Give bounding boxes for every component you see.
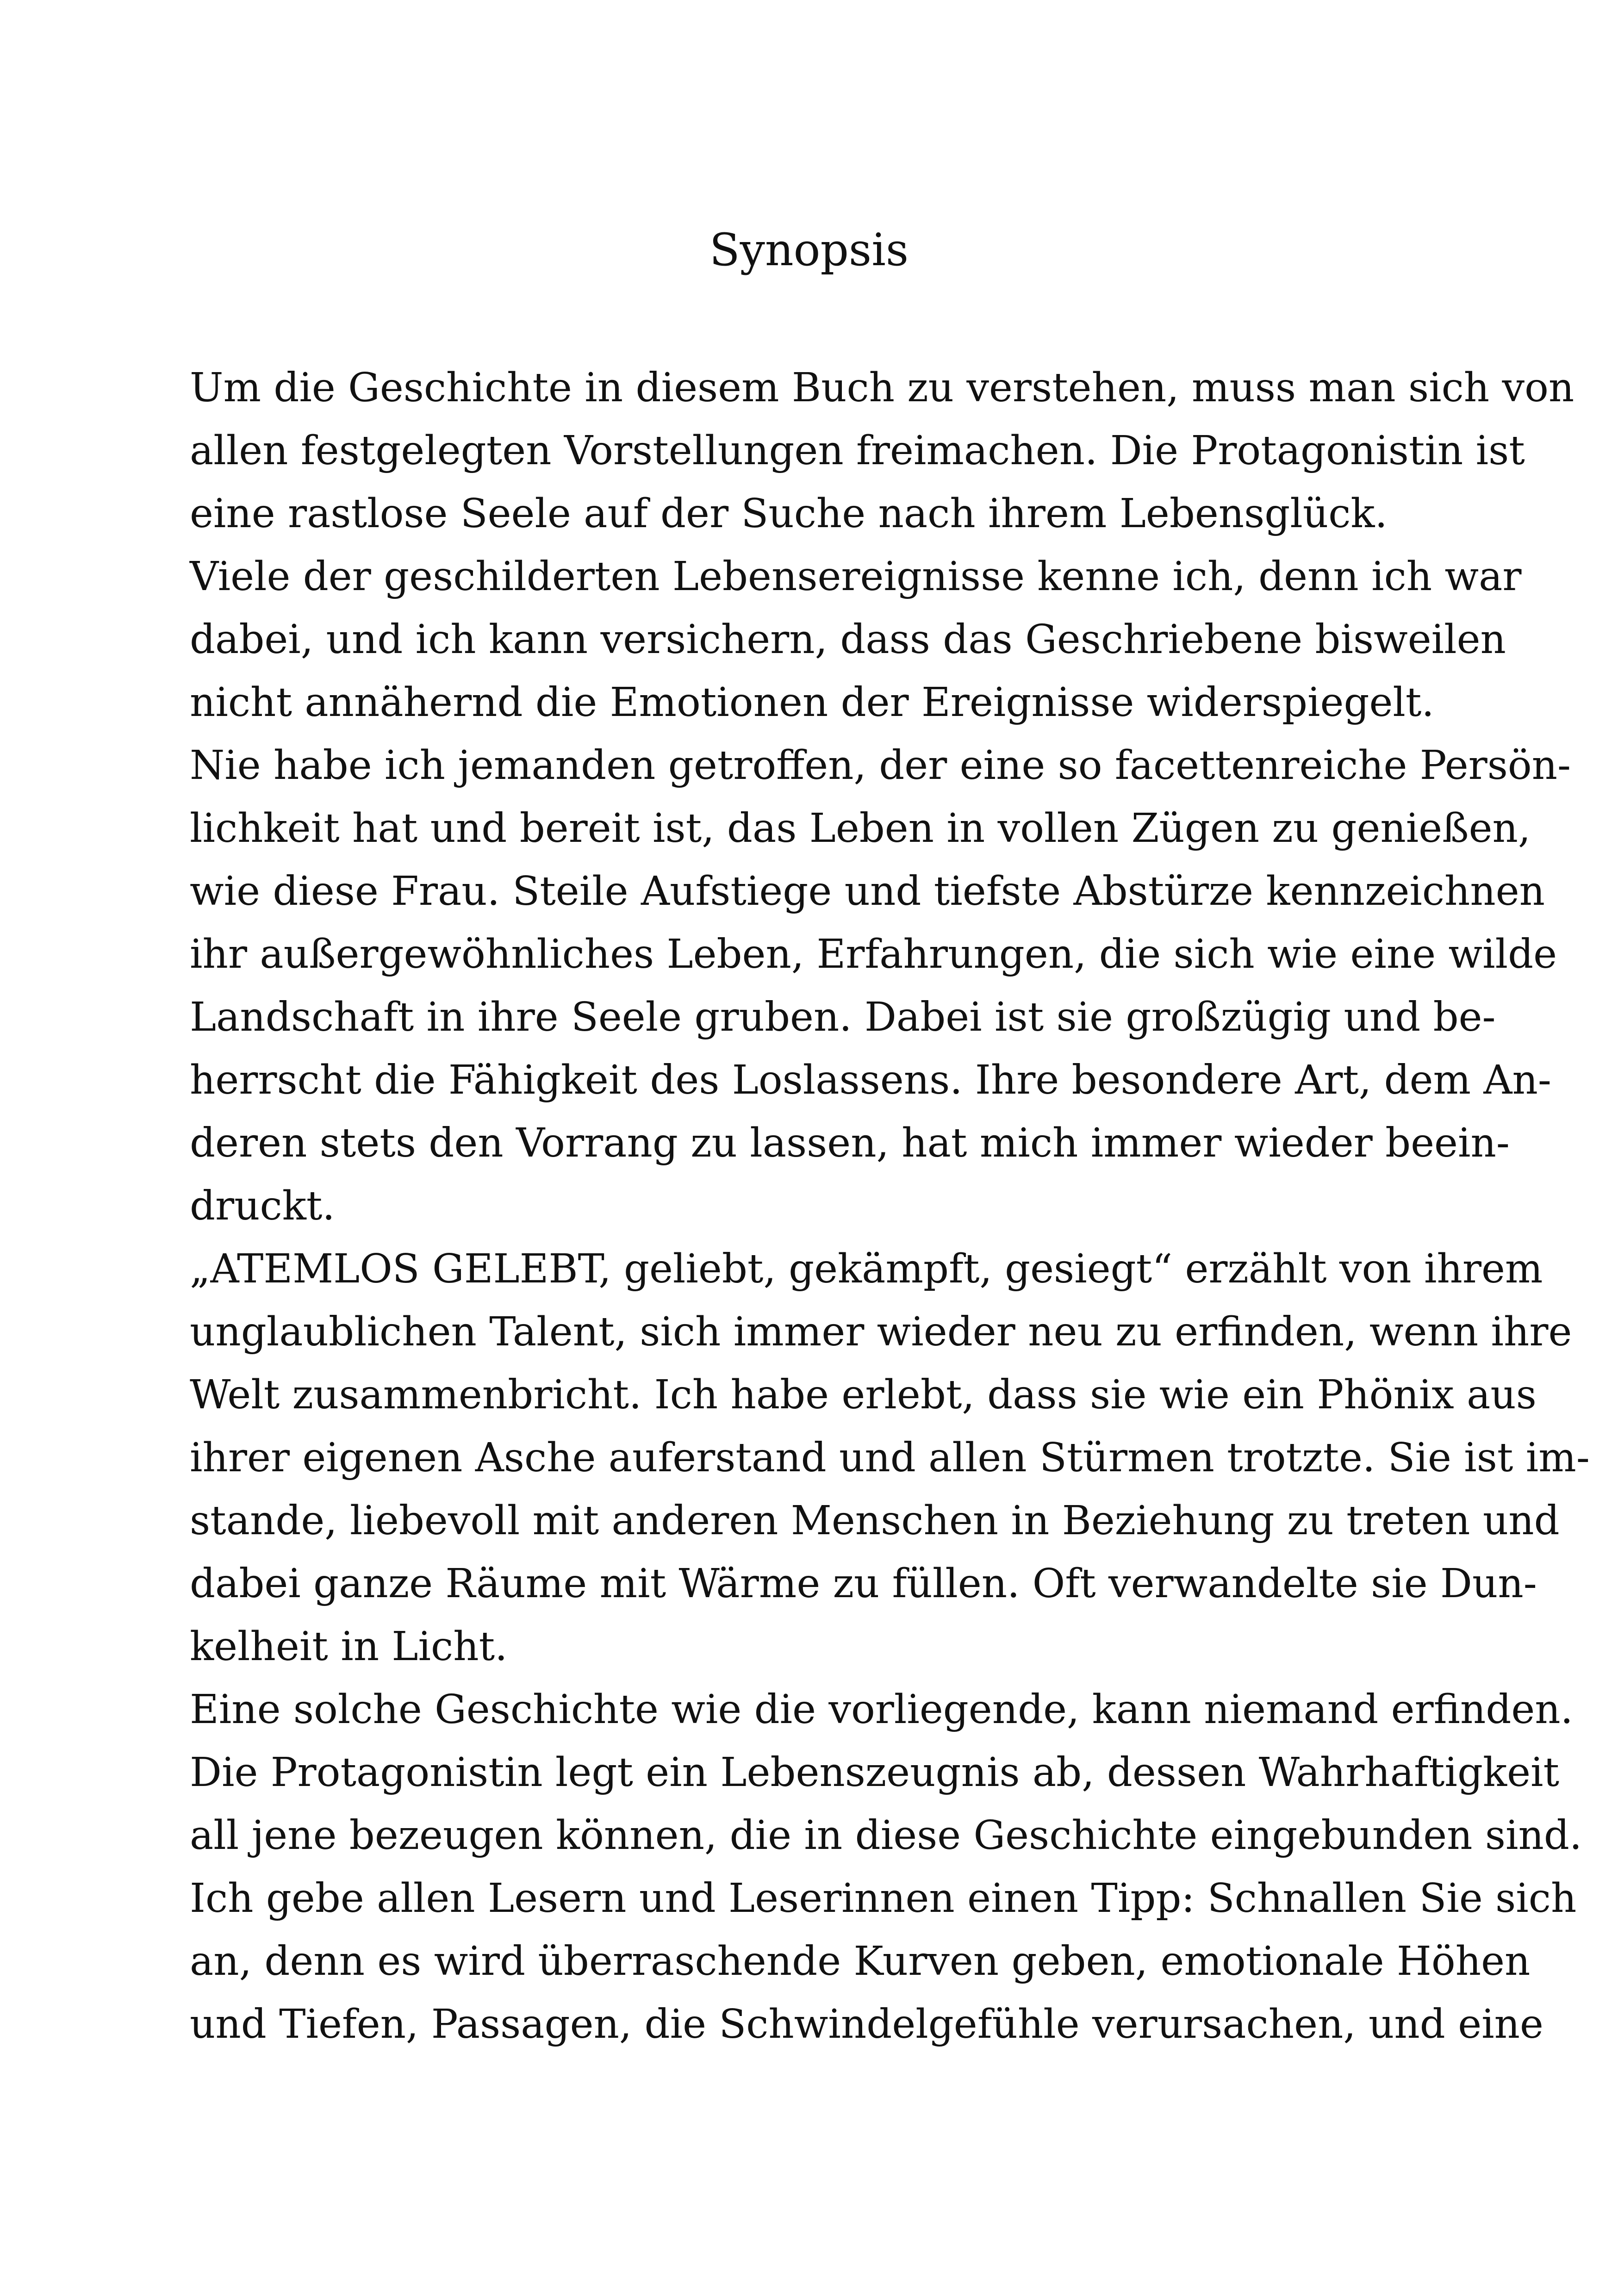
text-line: herrscht die Fähigkeit des Loslassens. Ihre besondere Art, dem An- xyxy=(190,1057,1551,1103)
text-line: nicht annähernd die Emotionen der Ereignisse widerspiegelt. xyxy=(190,679,1434,726)
text-line: „ATEMLOS GELEBT, geliebt, gekämpft, gesiegt“ erzählt von ihrem xyxy=(190,1246,1543,1292)
paragraph xyxy=(190,1238,1590,1678)
text-line: und Tiefen, Passagen, die Schwindelgefühle verursachen, und eine xyxy=(190,2001,1543,2047)
text-line: kelheit in Licht. xyxy=(190,1624,508,1670)
paragraph xyxy=(190,545,1522,734)
page-title: Synopsis xyxy=(709,224,909,276)
text-line: wie diese Frau. Steile Aufstiege und tiefste Abstürze kennzeichnen xyxy=(190,868,1545,915)
text-line: Landschaft in ihre Seele gruben. Dabei ist sie großzügig und be- xyxy=(190,994,1496,1040)
text-line: ihr außergewöhnliches Leben, Erfahrungen, die sich wie eine wilde xyxy=(190,931,1557,977)
text-line: Viele der geschilderten Lebensereignisse kenne ich, denn ich war xyxy=(190,554,1522,600)
text-line: Welt zusammenbricht. Ich habe erlebt, dass sie wie ein Phönix aus xyxy=(190,1372,1537,1418)
text-line: Die Protagonistin legt ein Lebenszeugnis ab, dessen Wahrhaftigkeit xyxy=(190,1749,1560,1796)
text-line: allen festgelegten Vorstellungen freimachen. Die Protagonistin ist xyxy=(190,428,1525,474)
text-line: Ich gebe allen Lesern und Leserinnen einen Tipp: Schnallen Sie sich xyxy=(190,1875,1577,1922)
paragraph xyxy=(190,734,1571,1238)
text-line: all jene bezeugen können, die in diese Geschichte eingebunden sind. xyxy=(190,1812,1582,1859)
paragraph xyxy=(190,356,1574,545)
text-line: Um die Geschichte in diesem Buch zu verstehen, muss man sich von xyxy=(190,365,1574,411)
text-line: eine rastlose Seele auf der Suche nach ihrem Lebensglück. xyxy=(190,491,1388,537)
paragraph xyxy=(190,1678,1582,2056)
text-line: an, denn es wird überraschende Kurven geben, emotionale Höhen xyxy=(190,1938,1531,1985)
text-line: deren stets den Vorrang zu lassen, hat mich immer wieder beein- xyxy=(190,1120,1510,1166)
text-line: ihrer eigenen Asche auferstand und allen Stürmen trotzte. Sie ist im- xyxy=(190,1435,1590,1481)
text-line: Eine solche Geschichte wie die vorliegende, kann niemand erfinden. xyxy=(190,1686,1574,1733)
text-line: lichkeit hat und bereit ist, das Leben in vollen Zügen zu genießen, xyxy=(190,805,1531,852)
synopsis-body xyxy=(190,356,1590,2056)
text-line: unglaublichen Talent, sich immer wieder neu zu erfinden, wenn ihre xyxy=(190,1309,1572,1355)
text-line: Nie habe ich jemanden getroffen, der eine so facettenreiche Persön- xyxy=(190,742,1571,789)
text-line: dabei ganze Räume mit Wärme zu füllen. Oft verwandelte sie Dun- xyxy=(190,1561,1537,1607)
text-line: dabei, und ich kann versichern, dass das Geschriebene bisweilen xyxy=(190,616,1506,663)
text-line: stande, liebevoll mit anderen Menschen in Beziehung zu treten und xyxy=(190,1498,1560,1544)
text-line: druckt. xyxy=(190,1183,335,1229)
